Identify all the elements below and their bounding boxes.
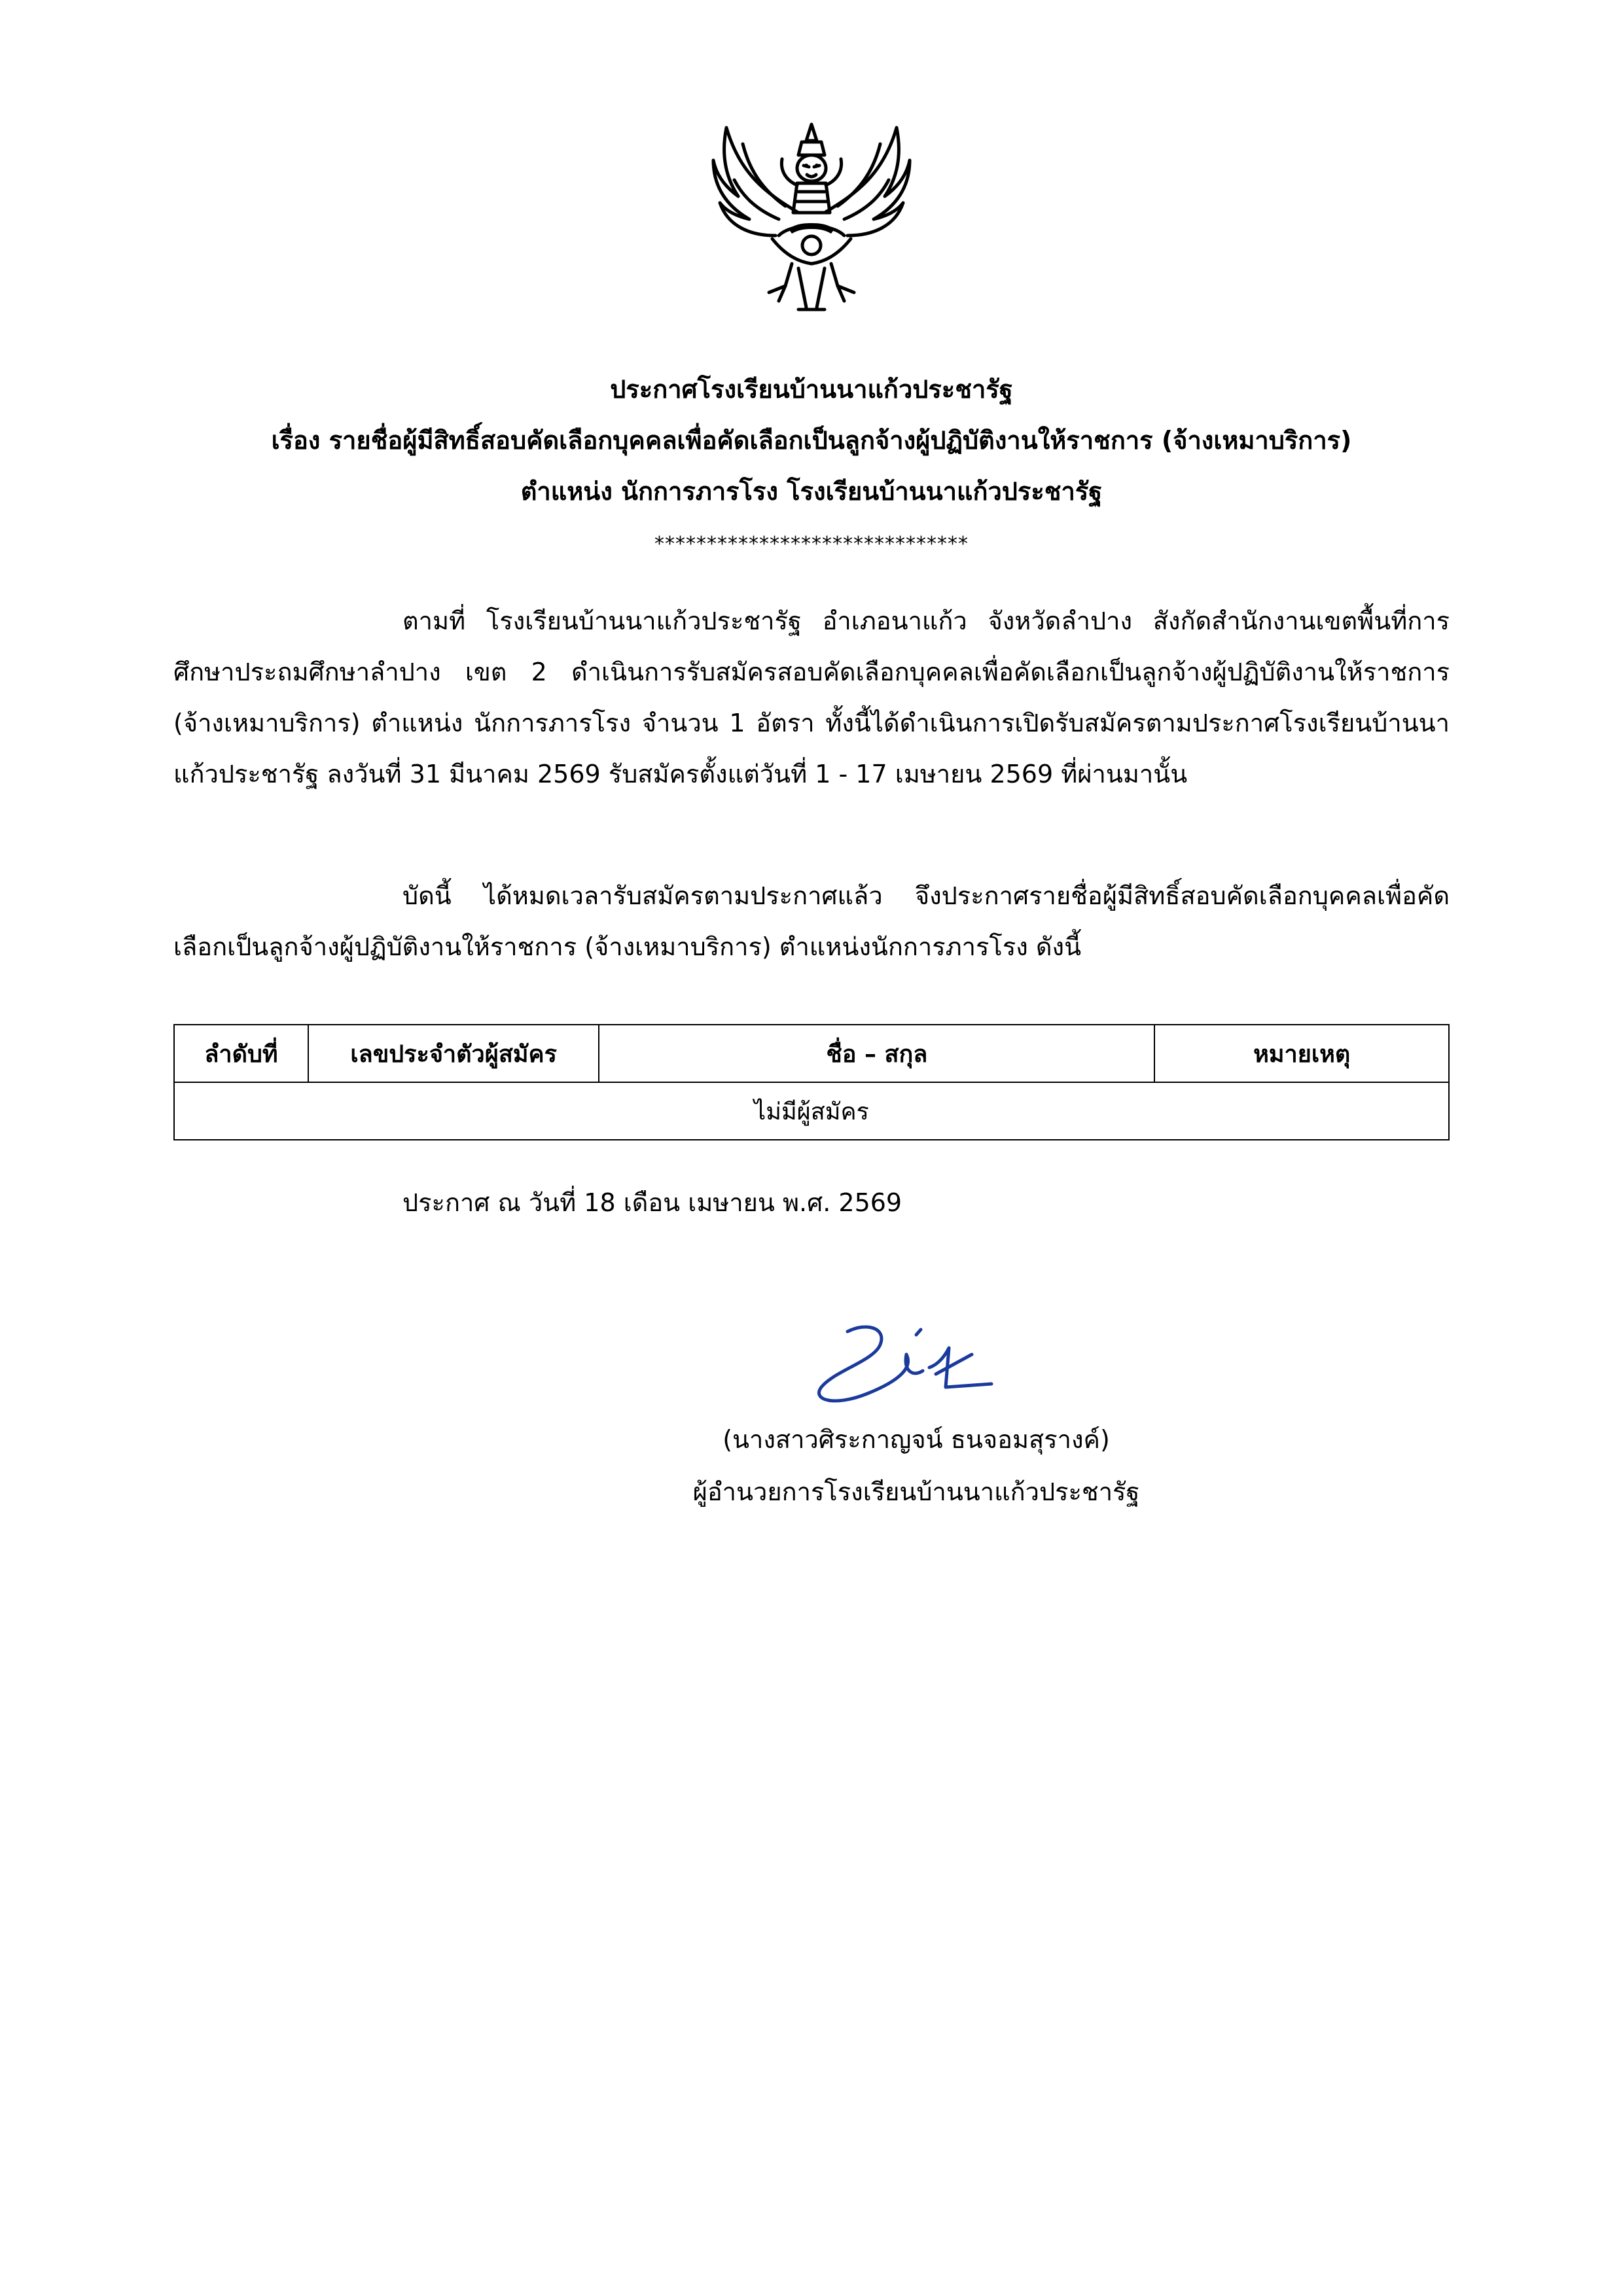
announcement-date: ประกาศ ณ วันที่ 18 เดือน เมษายน พ.ศ. 2569 — [402, 1188, 902, 1217]
announcement-title: ประกาศโรงเรียนบ้านนาแก้วประชารัฐ — [610, 375, 1013, 404]
announcement-subject: เรื่อง รายชื่อผู้มีสิทธิ์สอบคัดเลือกบุคคลเพื่อคัดเลือกเป็นลูกจ้างผู้ปฏิบัติงานให้ราชการ (จ้างเหมาบริการ) — [271, 426, 1352, 455]
column-header-name: ชื่อ – สกุล — [599, 1025, 1154, 1082]
garuda-emblem-icon — [687, 115, 936, 324]
table-header-row — [174, 1025, 1449, 1082]
body-paragraph-2: บัดนี้ ได้หมดเวลารับสมัครตามประกาศแล้ว จึงประกาศรายชื่อผู้มีสิทธิ์สอบคัดเลือกบุคคลเพื่อคัดเลือกเป็นลูกจ้างผู้ปฏิบัติงานให้ราชการ (จ้างเหมาบริการ) ตำแหน่งนักการภารโรง ดังนี้ — [173, 881, 1450, 961]
announcement-position: ตำแหน่ง นักการภารโรง โรงเรียนบ้านนาแก้วประชารัฐ — [520, 477, 1103, 506]
applicants-table — [173, 1024, 1450, 1140]
no-applicants-cell: ไม่มีผู้สมัคร — [174, 1082, 1449, 1140]
column-header-applicant-id: เลขประจำตัวผู้สมัคร — [308, 1025, 599, 1082]
column-header-order: ลำดับที่ — [174, 1025, 308, 1082]
signer-position: ผู้อำนวยการโรงเรียนบ้านนาแก้วประชารัฐ — [692, 1477, 1140, 1506]
column-header-remarks: หมายเหตุ — [1154, 1025, 1449, 1082]
signature-icon — [808, 1315, 1005, 1413]
separator-line: ****************************** — [654, 533, 969, 556]
body-paragraph-1: ตามที่ โรงเรียนบ้านนาแก้วประชารัฐ อำเภอนาแก้ว จังหวัดลำปาง สังกัดสำนักงานเขตพื้นที่การศึกษาประถมศึกษาลำปาง เขต 2 ดำเนินการรับสมัครสอบคัดเลือกบุคคลเพื่อคัดเลือกเป็นลูกจ้างผู้ปฏิบัติงานให้ราชการ (จ้างเหมาบริการ) ตำแหน่ง นักการภารโรง จำนวน 1 อัตรา ทั้งนี้ได้ดำเนินการเปิดรับสมัครตามประกาศโรงเรียนบ้านนาแก้วประชารัฐ ลงวันที่ 31 มีนาคม 2569 รับสมัครตั้งแต่วันที่ 1 - 17 เมษายน 2569 ที่ผ่านมานั้น — [173, 607, 1450, 788]
table-row — [174, 1082, 1449, 1140]
signer-name: (นางสาวศิระกาญจน์ ธนจอมสุรางค์) — [722, 1425, 1110, 1454]
